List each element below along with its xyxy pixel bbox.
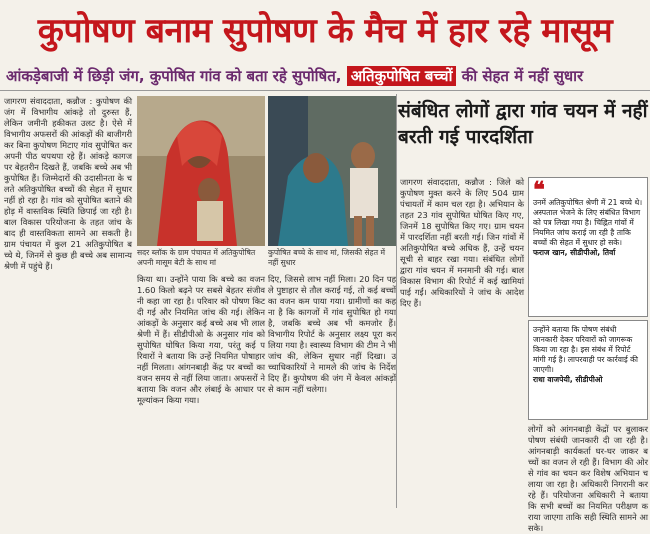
photo-caption-left: सदर ब्लॉक के ग्राम पंचायत में अतिकुपोषित अपनी मासूम बेटी के साथ मां <box>137 248 256 267</box>
article-column-3: दिए, जिससे लाभ नहीं मिला। 20 दिन पहले पुष्टाहार से तौल कराई गई, तो कई बच्चों का वजन कम पाया गया। ग्रामीणों का कहना है कि कागजों में गांव सुपोषित हो गया है, जबकि बच्चे अब भी कमजोर हैं। विभागीय रिपोर्ट के अनुसार लक्ष्य पूरा कर लिया गया है। स्वास्थ्य विभाग की टीम ने भी जांच की, लेकिन सुधार नहीं दिखा। उच्चाधिकारियों ने मामले की जांच के निर्देश दिए हैं। कुपोषण की जंग में केवल आंकड़ों से काम नहीं चलेगा। <box>268 274 396 394</box>
quote-text: उनमें अतिकुपोषित श्रेणी में 21 बच्चे थे। अस्पताल भेजने के लिए संबंधित विभाग को पत्र लिखा गया है। चिह्नित गांवों में नियमित जांच कराई जा रही है ताकि बच्चों की सेहत में सुधार हो सके। <box>533 198 643 247</box>
quote-author: फराज खान, सीडीपीओ, तिर्वा <box>533 248 616 257</box>
top-rule <box>0 90 650 91</box>
article-column-4: जागरण संवाददाता, कन्नौज : जिले को कुपोषण मुक्त करने के लिए 504 ग्राम पंचायतों में काम चल रहा है। अभियान के तहत 23 गांव सुपोषित घोषित किए गए, जिनमें 18 सुपोषित किए गए। ग्राम चयन में पारदर्शिता नहीं बरती गई। जिन गांवों में अतिकुपोषित बच्चे अधिक हैं, उन्हें चयन सूची से बाहर रखा गया। संबंधित लोगों द्वारा गांव चयन में मनमानी की गई। बाल विकास विभाग की रिपोर्ट में कई खामियां पाई गईं। अधिकारियों ने जांच के आदेश दिए हैं। <box>400 177 524 308</box>
side-box-2-author: राधा वाजपेयी, सीडीपीओ <box>533 375 603 384</box>
vertical-rule <box>396 94 397 508</box>
subhead <box>0 62 650 90</box>
subhead-after: की सेहत में नहीं सुधार <box>461 67 584 85</box>
article-column-5: लोगों को आंगनबाड़ी केंद्रों पर बुलाकर पोषण संबंधी जानकारी दी जा रही है। आंगनबाड़ी कार्यकर्ता घर-घर जाकर बच्चों का वजन ले रही हैं। विभाग की ओर से गांव का चयन कर विशेष अभियान चलाया जा रहा है। अधिकारी निगरानी कर रहे हैं। परियोजना अधिकारी ने बताया कि सभी बच्चों का नियमित परीक्षण कराया जाएगा ताकि सही स्थिति सामने आ सके। <box>528 424 648 533</box>
quote-mark-icon: ❝ <box>533 177 545 203</box>
side-box-2 <box>528 320 648 420</box>
photo-mother-child-1 <box>137 96 265 246</box>
quote-box <box>528 177 648 317</box>
side-box-2-text: उन्होंने बताया कि पोषण संबंधी जानकारी देकर परिवारों को जागरूक किया जा रहा है। इस संबंध में रिपोर्ट मांगी गई है। लापरवाही पर कार्रवाई की जाएगी। <box>533 325 638 374</box>
article-column-1: जागरण संवाददाता, कन्नौज : कुपोषण की जंग में विभागीय आंकड़े तो दुरुस्त हैं, लेकिन जमीनी हकीकत उलट है। ऐसे में विभागीय अफसरों की आंकड़ों की बाजीगरी कर बिना कुपोषण मिटाए गांव सुपोषित कर अपनी पीठ थपथपा रहे हैं। आंकड़े कागज पर बेहतरीन दिखते हैं, जबकि बच्चे अब भी कुपोषित हैं। जिम्मेदारों की उदासीनता के चलते अतिकुपोषित बच्चों की सेहत में सुधार नहीं हो रहा है। गांव को सुपोषित बताने की होड़ में वास्तविक स्थिति छिपाई जा रही है। बाल विकास परियोजना के तहत जांच के बाद ही वास्तविकता सामने आ सकती है। ग्राम पंचायत में कुल 21 अतिकुपोषित बच्चे थे, जिनमें से कुछ ही बच्चे अब सामान्य श्रेणी में पहुंचे हैं। <box>4 96 132 271</box>
article-column-2: किया था। उन्होंने पाया कि बच्चे का वजन 1.60 किलो बढ़ने पर सबसे बेहतर संजीवनी कहा जा रहा है। परिवार को पोषण किट दी गई और नियमित जांच की गई। लेकिन आंकड़ों के अनुसार कई बच्चे अब भी लाल श्रेणी में हैं। सीडीपीओ के अनुसार गांव को सुपोषित घोषित किया गया, परंतु कई परिवारों ने बताया कि उन्हें नियमित पोषाहार नहीं मिलता। आंगनबाड़ी केंद्र पर बच्चों का वजन समय से नहीं लिया जाता। अफसरों ने बताया कि वजन और लंबाई के आधार पर मूल्यांकन किया गया। <box>137 274 265 405</box>
subhead-before: आंकड़ेबाजी में छिड़ी जंग, कुपोषित गांव को बता रहे सुपोषित, <box>6 67 342 85</box>
subhead-highlight: अतिकुपोषित बच्चों <box>347 66 457 86</box>
side-headline: संबंधित लोगों द्वारा गांव चयन में नहीं बरती गई पारदर्शिता <box>398 100 648 148</box>
photo-caption-middle: कुपोषित बच्चे के साथ मां, जिसकी सेहत में नहीं सुधार <box>268 248 385 267</box>
photo-mother-child-2 <box>268 96 396 246</box>
headline: कुपोषण बनाम सुपोषण के मैच में हार रहे मासूम <box>37 11 613 51</box>
